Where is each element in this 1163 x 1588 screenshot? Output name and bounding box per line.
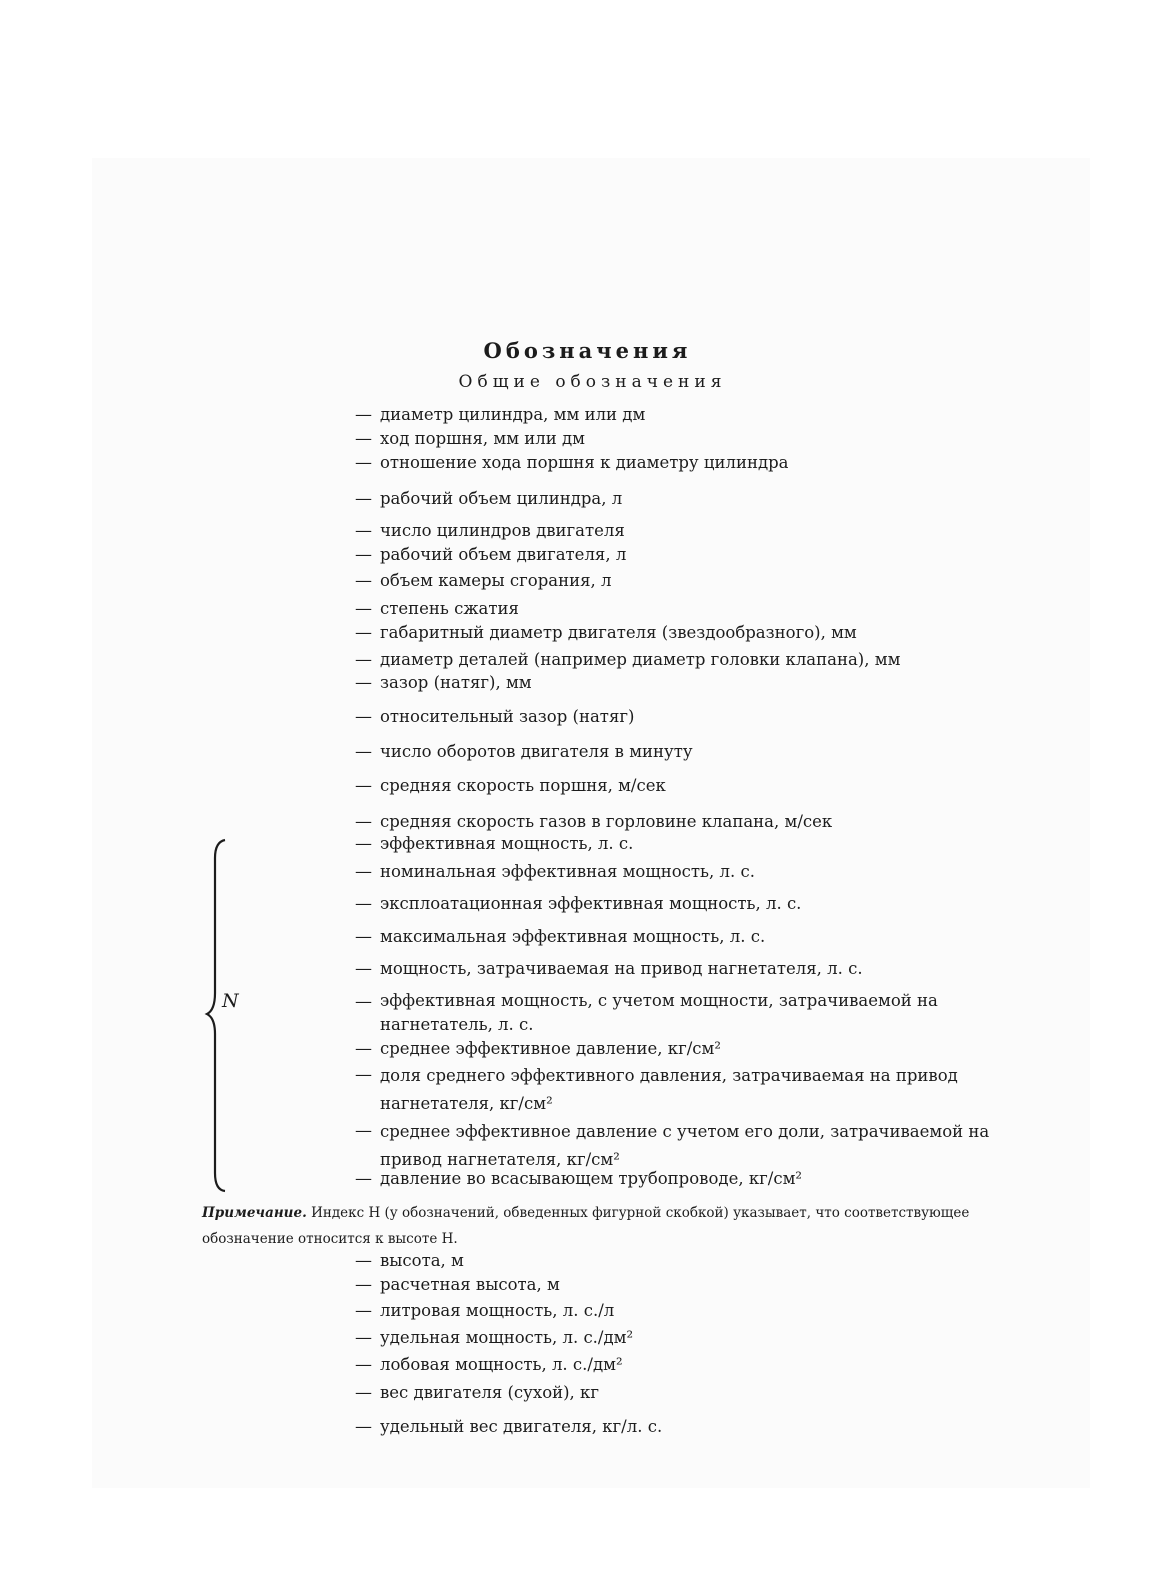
dash: —: [355, 1065, 372, 1085]
dash: —: [355, 1328, 372, 1348]
dash: —: [355, 405, 372, 425]
description: литровая мощность, л. с./л: [380, 1301, 615, 1320]
dash: —: [355, 894, 372, 914]
section-subtitle: Общие обозначения: [458, 372, 727, 392]
dash: —: [355, 1169, 372, 1189]
description: рабочий объем цилиндра, л: [380, 489, 623, 508]
description: давление во всасывающем трубопроводе, кг/см²: [380, 1169, 803, 1188]
description: ход поршня, мм или дм: [380, 429, 586, 448]
dash: —: [355, 742, 372, 762]
dash: —: [355, 1039, 372, 1059]
description: максимальная эффективная мощность, л. с.: [380, 927, 766, 946]
description: степень сжатия: [380, 599, 519, 618]
dash: —: [355, 927, 372, 947]
description: доля среднего эффективного давления, затрачиваемая на привод нагнетателя, кг/см²: [380, 1066, 958, 1113]
dash: —: [355, 1121, 372, 1141]
description: число цилиндров двигателя: [380, 521, 625, 540]
description: объем камеры сгорания, л: [380, 571, 612, 590]
footnote: [202, 1200, 1012, 1252]
curly-brace-icon: [203, 838, 233, 1193]
description: габаритный диаметр двигателя (звездообразного), мм: [380, 623, 857, 642]
description: удельная мощность, л. с./дм²: [380, 1328, 634, 1347]
dash: —: [355, 673, 372, 693]
description: эффективная мощность, с учетом мощности, затрачиваемой на нагнетатель, л. с.: [380, 991, 938, 1034]
page-title: Обозначения: [483, 338, 692, 363]
description: вес двигателя (сухой), кг: [380, 1383, 600, 1402]
dash: —: [355, 545, 372, 565]
brace-label: N: [222, 990, 239, 1012]
description: эффективная мощность, л. с.: [380, 834, 634, 853]
dash: —: [355, 1301, 372, 1321]
dash: —: [355, 1275, 372, 1295]
description: средняя скорость газов в горловине клапана, м/сек: [380, 812, 833, 831]
dash: —: [355, 650, 372, 670]
footnote-text: Индекс H (у обозначений, обведенных фигурной скобкой) указывает, что соответствующее обозначение относится к высоте H.: [202, 1205, 970, 1247]
description: расчетная высота, м: [380, 1275, 560, 1294]
dash: —: [355, 834, 372, 854]
dash: —: [355, 489, 372, 509]
description: средняя скорость поршня, м/сек: [380, 776, 666, 795]
dash: —: [355, 707, 372, 727]
dash: —: [355, 1251, 372, 1271]
dash: —: [355, 599, 372, 619]
description: число оборотов двигателя в минуту: [380, 742, 693, 761]
dash: —: [355, 453, 372, 473]
description: мощность, затрачиваемая на привод нагнетателя, л. с.: [380, 959, 863, 978]
dash: —: [355, 429, 372, 449]
description: отношение хода поршня к диаметру цилиндра: [380, 453, 789, 472]
dash: —: [355, 959, 372, 979]
description: среднее эффективное давление с учетом его доли, затрачиваемой на привод нагнетателя, кг/см²: [380, 1122, 990, 1169]
description: высота, м: [380, 1251, 464, 1270]
footnote-lead: Примечание.: [202, 1205, 307, 1221]
dash: —: [355, 776, 372, 796]
description: зазор (натяг), мм: [380, 673, 532, 692]
dash: —: [355, 812, 372, 832]
dash: —: [355, 623, 372, 643]
dash: —: [355, 1355, 372, 1375]
description: номинальная эффективная мощность, л. с.: [380, 862, 755, 881]
dash: —: [355, 1383, 372, 1403]
description: диаметр деталей (например диаметр головки клапана), мм: [380, 650, 901, 669]
dash: —: [355, 862, 372, 882]
dash: —: [355, 992, 372, 1012]
dash: —: [355, 571, 372, 591]
description: удельный вес двигателя, кг/л. с.: [380, 1417, 663, 1436]
description: лобовая мощность, л. с./дм²: [380, 1355, 623, 1374]
description: эксплоатационная эффективная мощность, л. с.: [380, 894, 802, 913]
description: относительный зазор (натяг): [380, 707, 635, 726]
dash: —: [355, 1417, 372, 1437]
description: среднее эффективное давление, кг/см²: [380, 1039, 721, 1058]
description: рабочий объем двигателя, л: [380, 545, 627, 564]
description: диаметр цилиндра, мм или дм: [380, 405, 646, 424]
dash: —: [355, 521, 372, 541]
